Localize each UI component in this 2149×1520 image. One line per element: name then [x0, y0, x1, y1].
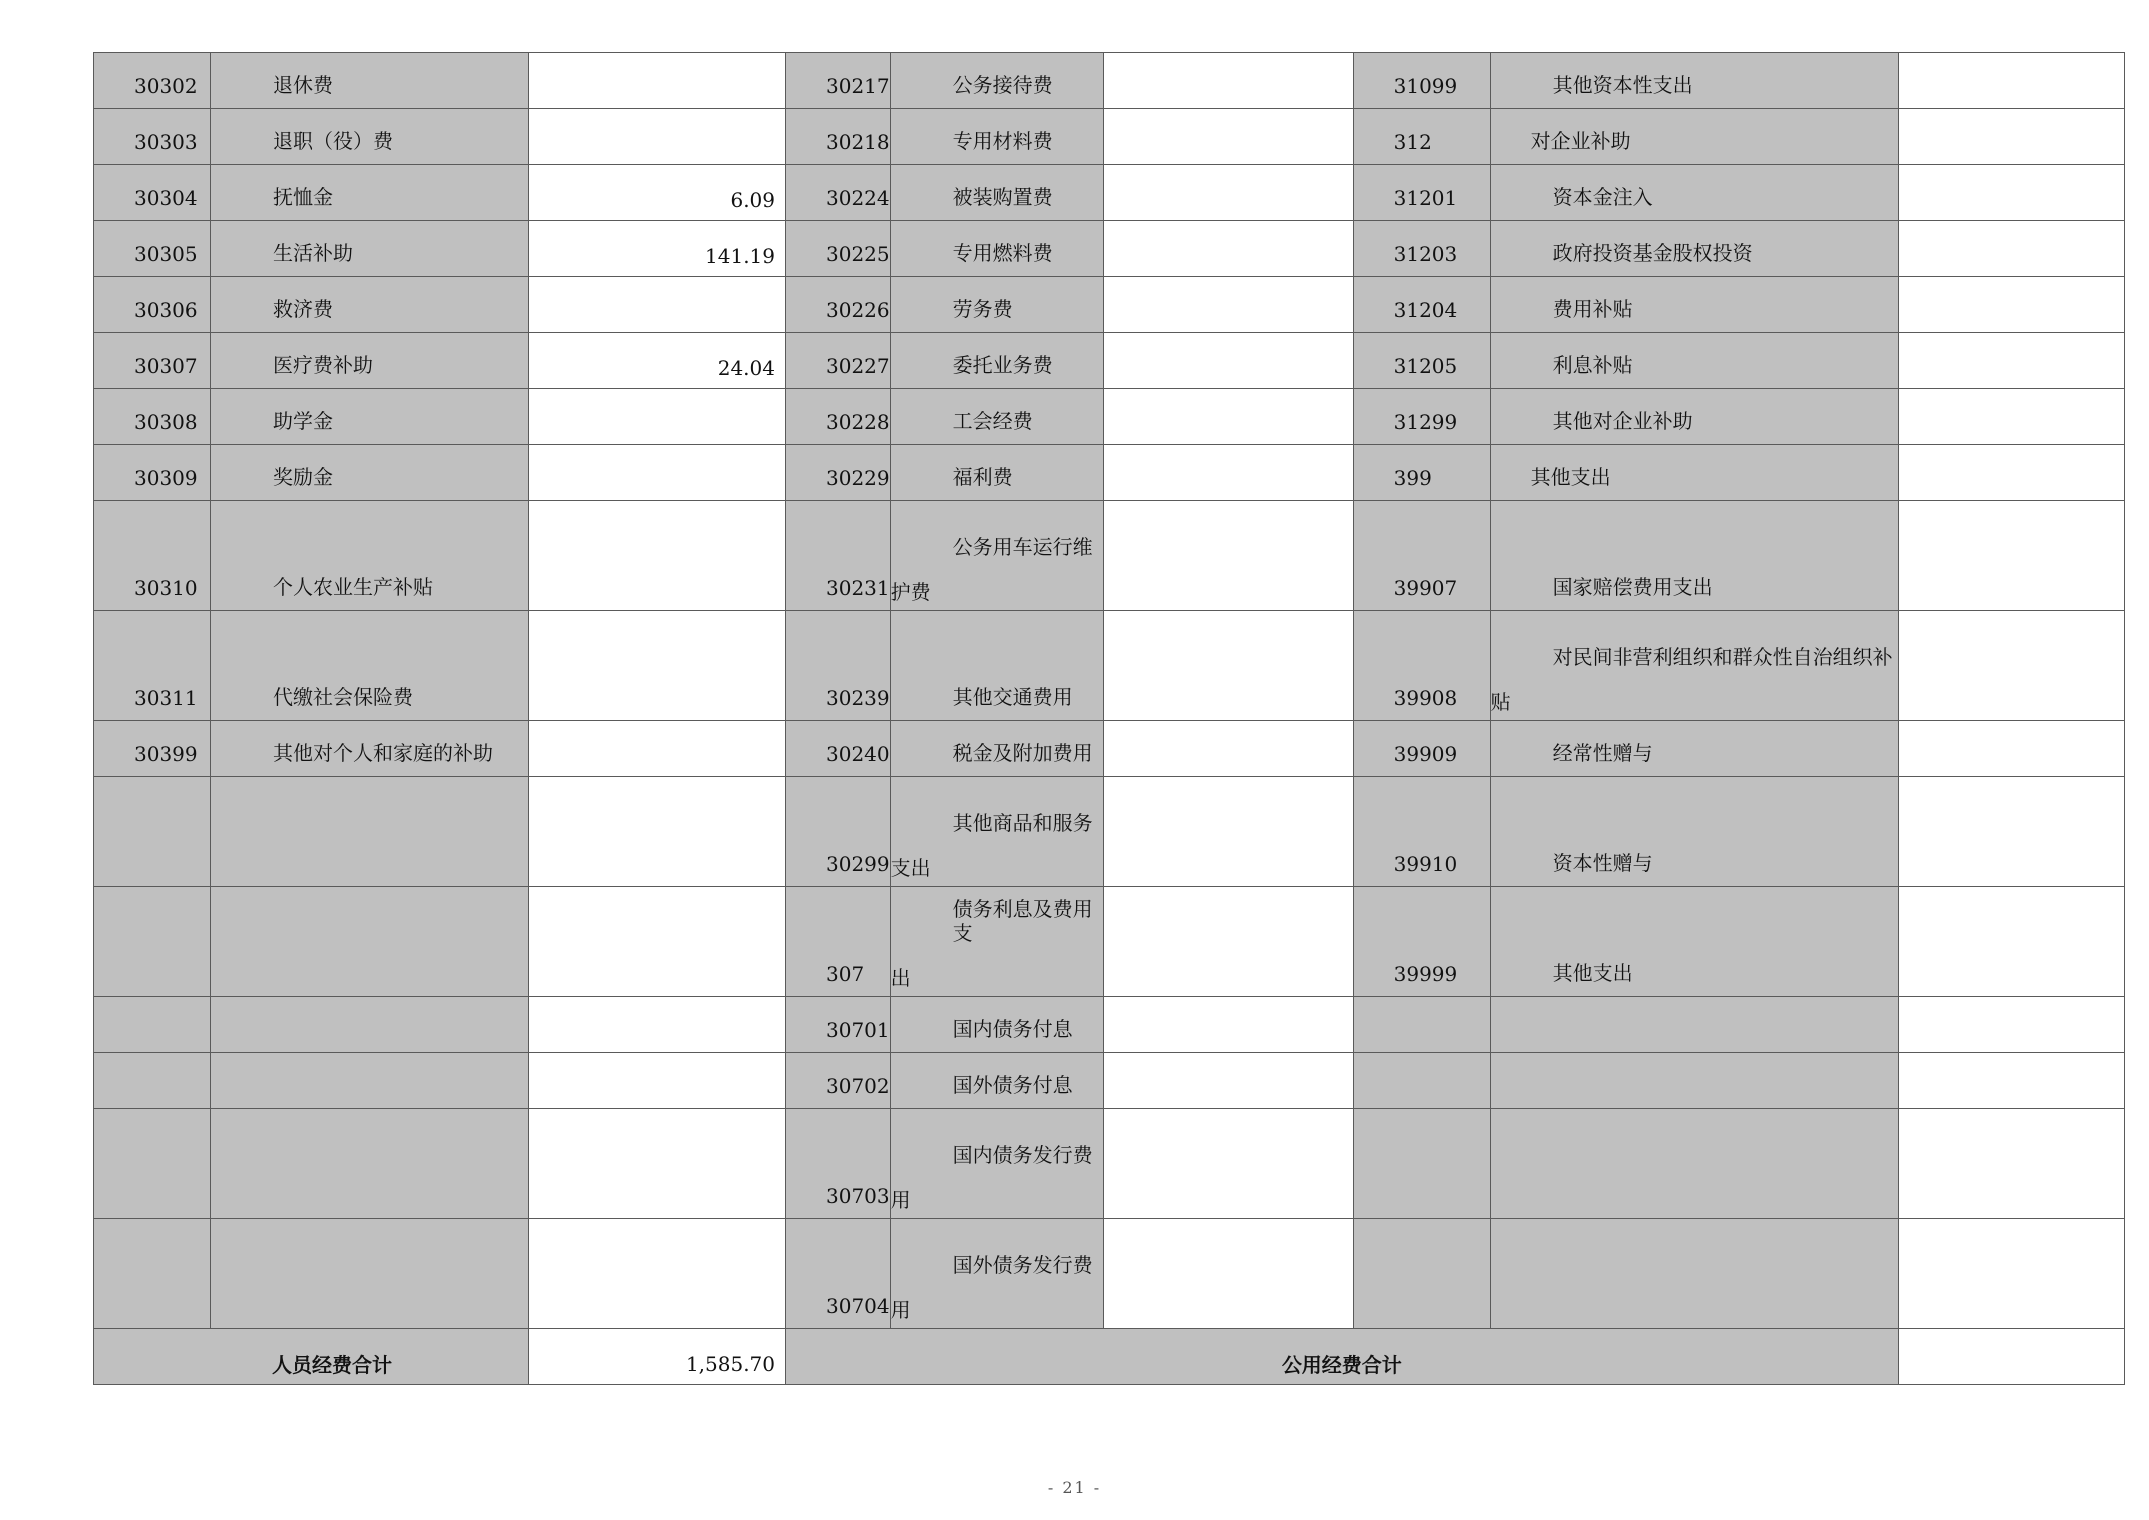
public-amount-cell — [1103, 165, 1353, 221]
public-code-cell: 30702 — [786, 1053, 891, 1109]
capital-amount-cell — [1898, 887, 2124, 997]
public-code-cell: 30299 — [786, 777, 891, 887]
public-amount-cell — [1103, 1053, 1353, 1109]
table-row — [94, 333, 2125, 389]
public-item-name: 国内债务付息 — [890, 997, 1103, 1053]
personnel-amount-cell — [529, 53, 786, 109]
public-code-cell: 30704 — [786, 1219, 891, 1329]
public-code-cell: 30227 — [786, 333, 891, 389]
personnel-amount-cell — [529, 277, 786, 333]
public-item-name — [890, 501, 1103, 611]
capital-amount-cell — [1898, 221, 2124, 277]
public-code-cell: 30226 — [786, 277, 891, 333]
personnel-code-cell: 30309 — [94, 445, 211, 501]
personnel-item-name: 退职（役）费 — [211, 109, 529, 165]
public-code-cell: 30231 — [786, 501, 891, 611]
capital-amount-cell — [1898, 333, 2124, 389]
personnel-code-cell: 30304 — [94, 165, 211, 221]
public-amount-cell — [1103, 277, 1353, 333]
personnel-item-name — [211, 1053, 529, 1109]
table-row — [94, 997, 2125, 1053]
personnel-code-cell: 30302 — [94, 53, 211, 109]
personnel-item-name: 医疗费补助 — [211, 333, 529, 389]
personnel-amount-cell — [529, 611, 786, 721]
public-code-cell: 30703 — [786, 1109, 891, 1219]
capital-amount-cell — [1898, 53, 2124, 109]
capital-code-cell: 39907 — [1353, 501, 1490, 611]
capital-amount-cell — [1898, 389, 2124, 445]
table-row — [94, 887, 2125, 997]
capital-code-cell — [1353, 1109, 1490, 1219]
public-total-label: 公用经费合计 — [786, 1329, 1899, 1385]
personnel-code-cell: 30303 — [94, 109, 211, 165]
capital-code-cell — [1353, 1053, 1490, 1109]
table-body — [94, 53, 2125, 1329]
public-item-name: 国外债务付息 — [890, 1053, 1103, 1109]
table-row — [94, 777, 2125, 887]
capital-amount-cell — [1898, 721, 2124, 777]
personnel-code-cell: 30307 — [94, 333, 211, 389]
personnel-code-cell — [94, 997, 211, 1053]
public-code-cell: 30701 — [786, 997, 891, 1053]
capital-item-name: 费用补贴 — [1490, 277, 1898, 333]
personnel-amount-cell — [529, 501, 786, 611]
personnel-amount-cell — [529, 887, 786, 997]
personnel-total-value: 1,585.70 — [529, 1329, 786, 1385]
capital-code-cell — [1353, 1219, 1490, 1329]
public-item-name-line1: 其他商品和服务 — [952, 811, 1093, 835]
public-amount-cell — [1103, 1219, 1353, 1329]
public-item-name: 福利费 — [890, 445, 1103, 501]
capital-item-name: 资本金注入 — [1490, 165, 1898, 221]
capital-item-name — [1490, 611, 1898, 721]
personnel-code-cell: 30399 — [94, 721, 211, 777]
personnel-item-name: 代缴社会保险费 — [211, 611, 529, 721]
capital-code-cell: 31201 — [1353, 165, 1490, 221]
personnel-amount-cell — [529, 109, 786, 165]
public-amount-cell — [1103, 611, 1353, 721]
personnel-item-name: 救济费 — [211, 277, 529, 333]
capital-item-name: 资本性赠与 — [1490, 777, 1898, 887]
public-item-name — [890, 887, 1103, 997]
table-row — [94, 721, 2125, 777]
capital-item-name: 利息补贴 — [1490, 333, 1898, 389]
public-code-cell: 30228 — [786, 389, 891, 445]
public-item-name: 税金及附加费用 — [890, 721, 1103, 777]
capital-item-name: 其他对企业补助 — [1490, 389, 1898, 445]
personnel-item-name: 奖励金 — [211, 445, 529, 501]
personnel-code-cell: 30305 — [94, 221, 211, 277]
personnel-code-cell — [94, 887, 211, 997]
public-item-name-line1: 债务利息及费用支 — [952, 897, 1093, 945]
public-amount-cell — [1103, 389, 1353, 445]
public-item-name-line2: 出 — [890, 966, 911, 990]
capital-amount-cell — [1898, 445, 2124, 501]
personnel-amount-cell: 24.04 — [529, 333, 786, 389]
public-item-name: 劳务费 — [890, 277, 1103, 333]
public-amount-cell — [1103, 501, 1353, 611]
personnel-item-name: 抚恤金 — [211, 165, 529, 221]
personnel-amount-cell — [529, 389, 786, 445]
public-amount-cell — [1103, 777, 1353, 887]
personnel-code-cell — [94, 1219, 211, 1329]
personnel-item-name: 其他对个人和家庭的补助 — [211, 721, 529, 777]
public-item-name: 工会经费 — [890, 389, 1103, 445]
public-code-cell: 30239 — [786, 611, 891, 721]
personnel-amount-cell: 141.19 — [529, 221, 786, 277]
capital-code-cell: 31203 — [1353, 221, 1490, 277]
table-row — [94, 53, 2125, 109]
public-item-name: 委托业务费 — [890, 333, 1103, 389]
public-item-name — [890, 777, 1103, 887]
public-amount-cell — [1103, 887, 1353, 997]
personnel-code-cell: 30306 — [94, 277, 211, 333]
capital-amount-cell — [1898, 501, 2124, 611]
totals-row — [94, 1329, 2125, 1385]
capital-item-name: 其他支出 — [1490, 445, 1898, 501]
public-code-cell: 30225 — [786, 221, 891, 277]
public-item-name-line2: 用 — [890, 1298, 911, 1322]
public-amount-cell — [1103, 333, 1353, 389]
public-amount-cell — [1103, 721, 1353, 777]
personnel-item-name: 退休费 — [211, 53, 529, 109]
table-row — [94, 109, 2125, 165]
personnel-amount-cell — [529, 1219, 786, 1329]
public-item-name-line1: 公务用车运行维 — [952, 535, 1093, 559]
public-amount-cell — [1103, 1109, 1353, 1219]
capital-code-cell: 39910 — [1353, 777, 1490, 887]
personnel-item-name — [211, 887, 529, 997]
capital-item-name: 对企业补助 — [1490, 109, 1898, 165]
capital-item-name-line2: 贴 — [1490, 690, 1511, 714]
public-item-name: 公务接待费 — [890, 53, 1103, 109]
capital-amount-cell — [1898, 1109, 2124, 1219]
public-item-name-line2: 护费 — [890, 580, 931, 604]
capital-code-cell: 39908 — [1353, 611, 1490, 721]
capital-item-name: 其他资本性支出 — [1490, 53, 1898, 109]
public-item-name-line1: 国内债务发行费 — [952, 1143, 1093, 1167]
personnel-item-name — [211, 1109, 529, 1219]
capital-amount-cell — [1898, 997, 2124, 1053]
capital-amount-cell — [1898, 277, 2124, 333]
capital-code-cell: 31204 — [1353, 277, 1490, 333]
personnel-item-name: 助学金 — [211, 389, 529, 445]
public-total-value — [1898, 1329, 2124, 1385]
public-item-name-line1: 国外债务发行费 — [952, 1253, 1093, 1277]
capital-amount-cell — [1898, 1219, 2124, 1329]
table-row — [94, 1053, 2125, 1109]
public-item-name — [890, 1219, 1103, 1329]
personnel-item-name — [211, 1219, 529, 1329]
capital-item-name: 其他支出 — [1490, 887, 1898, 997]
capital-amount-cell — [1898, 109, 2124, 165]
capital-code-cell — [1353, 997, 1490, 1053]
public-code-cell: 30217 — [786, 53, 891, 109]
public-code-cell: 30229 — [786, 445, 891, 501]
personnel-amount-cell — [529, 777, 786, 887]
personnel-code-cell — [94, 1109, 211, 1219]
public-item-name: 其他交通费用 — [890, 611, 1103, 721]
personnel-code-cell: 30311 — [94, 611, 211, 721]
capital-code-cell: 31099 — [1353, 53, 1490, 109]
capital-item-name — [1490, 1053, 1898, 1109]
personnel-code-cell: 30310 — [94, 501, 211, 611]
personnel-code-cell — [94, 1053, 211, 1109]
expense-classification-table — [93, 52, 2125, 1385]
capital-item-name-line1: 对民间非营利组织和群众性自治组织补 — [1552, 645, 1893, 669]
public-code-cell: 30224 — [786, 165, 891, 221]
personnel-item-name — [211, 777, 529, 887]
capital-code-cell: 31299 — [1353, 389, 1490, 445]
personnel-item-name: 个人农业生产补贴 — [211, 501, 529, 611]
capital-code-cell: 39909 — [1353, 721, 1490, 777]
public-code-cell: 30240 — [786, 721, 891, 777]
capital-amount-cell — [1898, 777, 2124, 887]
personnel-code-cell — [94, 777, 211, 887]
public-item-name-line2: 用 — [890, 1188, 911, 1212]
personnel-code-cell: 30308 — [94, 389, 211, 445]
capital-code-cell: 39999 — [1353, 887, 1490, 997]
public-amount-cell — [1103, 997, 1353, 1053]
capital-amount-cell — [1898, 1053, 2124, 1109]
personnel-amount-cell — [529, 721, 786, 777]
capital-amount-cell — [1898, 165, 2124, 221]
capital-code-cell: 31205 — [1353, 333, 1490, 389]
capital-item-name: 政府投资基金股权投资 — [1490, 221, 1898, 277]
public-amount-cell — [1103, 445, 1353, 501]
public-item-name: 专用燃料费 — [890, 221, 1103, 277]
public-code-cell: 30218 — [786, 109, 891, 165]
capital-code-cell: 312 — [1353, 109, 1490, 165]
public-item-name: 专用材料费 — [890, 109, 1103, 165]
public-item-name-line2: 支出 — [890, 856, 931, 880]
capital-item-name — [1490, 1219, 1898, 1329]
capital-item-name — [1490, 1109, 1898, 1219]
personnel-amount-cell — [529, 997, 786, 1053]
personnel-amount-cell: 6.09 — [529, 165, 786, 221]
table-row — [94, 611, 2125, 721]
capital-item-name — [1490, 997, 1898, 1053]
public-item-name: 被装购置费 — [890, 165, 1103, 221]
public-amount-cell — [1103, 221, 1353, 277]
table-row — [94, 165, 2125, 221]
personnel-total-label: 人员经费合计 — [94, 1329, 529, 1385]
table-row — [94, 1109, 2125, 1219]
capital-code-cell: 399 — [1353, 445, 1490, 501]
page-number: - 21 - — [1047, 1478, 1102, 1497]
capital-item-name: 经常性赠与 — [1490, 721, 1898, 777]
table-row — [94, 445, 2125, 501]
table-row — [94, 277, 2125, 333]
public-amount-cell — [1103, 109, 1353, 165]
public-amount-cell — [1103, 53, 1353, 109]
table-row — [94, 1219, 2125, 1329]
personnel-item-name — [211, 997, 529, 1053]
public-item-name — [890, 1109, 1103, 1219]
capital-amount-cell — [1898, 611, 2124, 721]
capital-item-name: 国家赔偿费用支出 — [1490, 501, 1898, 611]
personnel-amount-cell — [529, 1109, 786, 1219]
personnel-amount-cell — [529, 1053, 786, 1109]
personnel-item-name: 生活补助 — [211, 221, 529, 277]
table-row — [94, 389, 2125, 445]
table-row — [94, 221, 2125, 277]
table-row — [94, 501, 2125, 611]
personnel-amount-cell — [529, 445, 786, 501]
public-code-cell: 307 — [786, 887, 891, 997]
